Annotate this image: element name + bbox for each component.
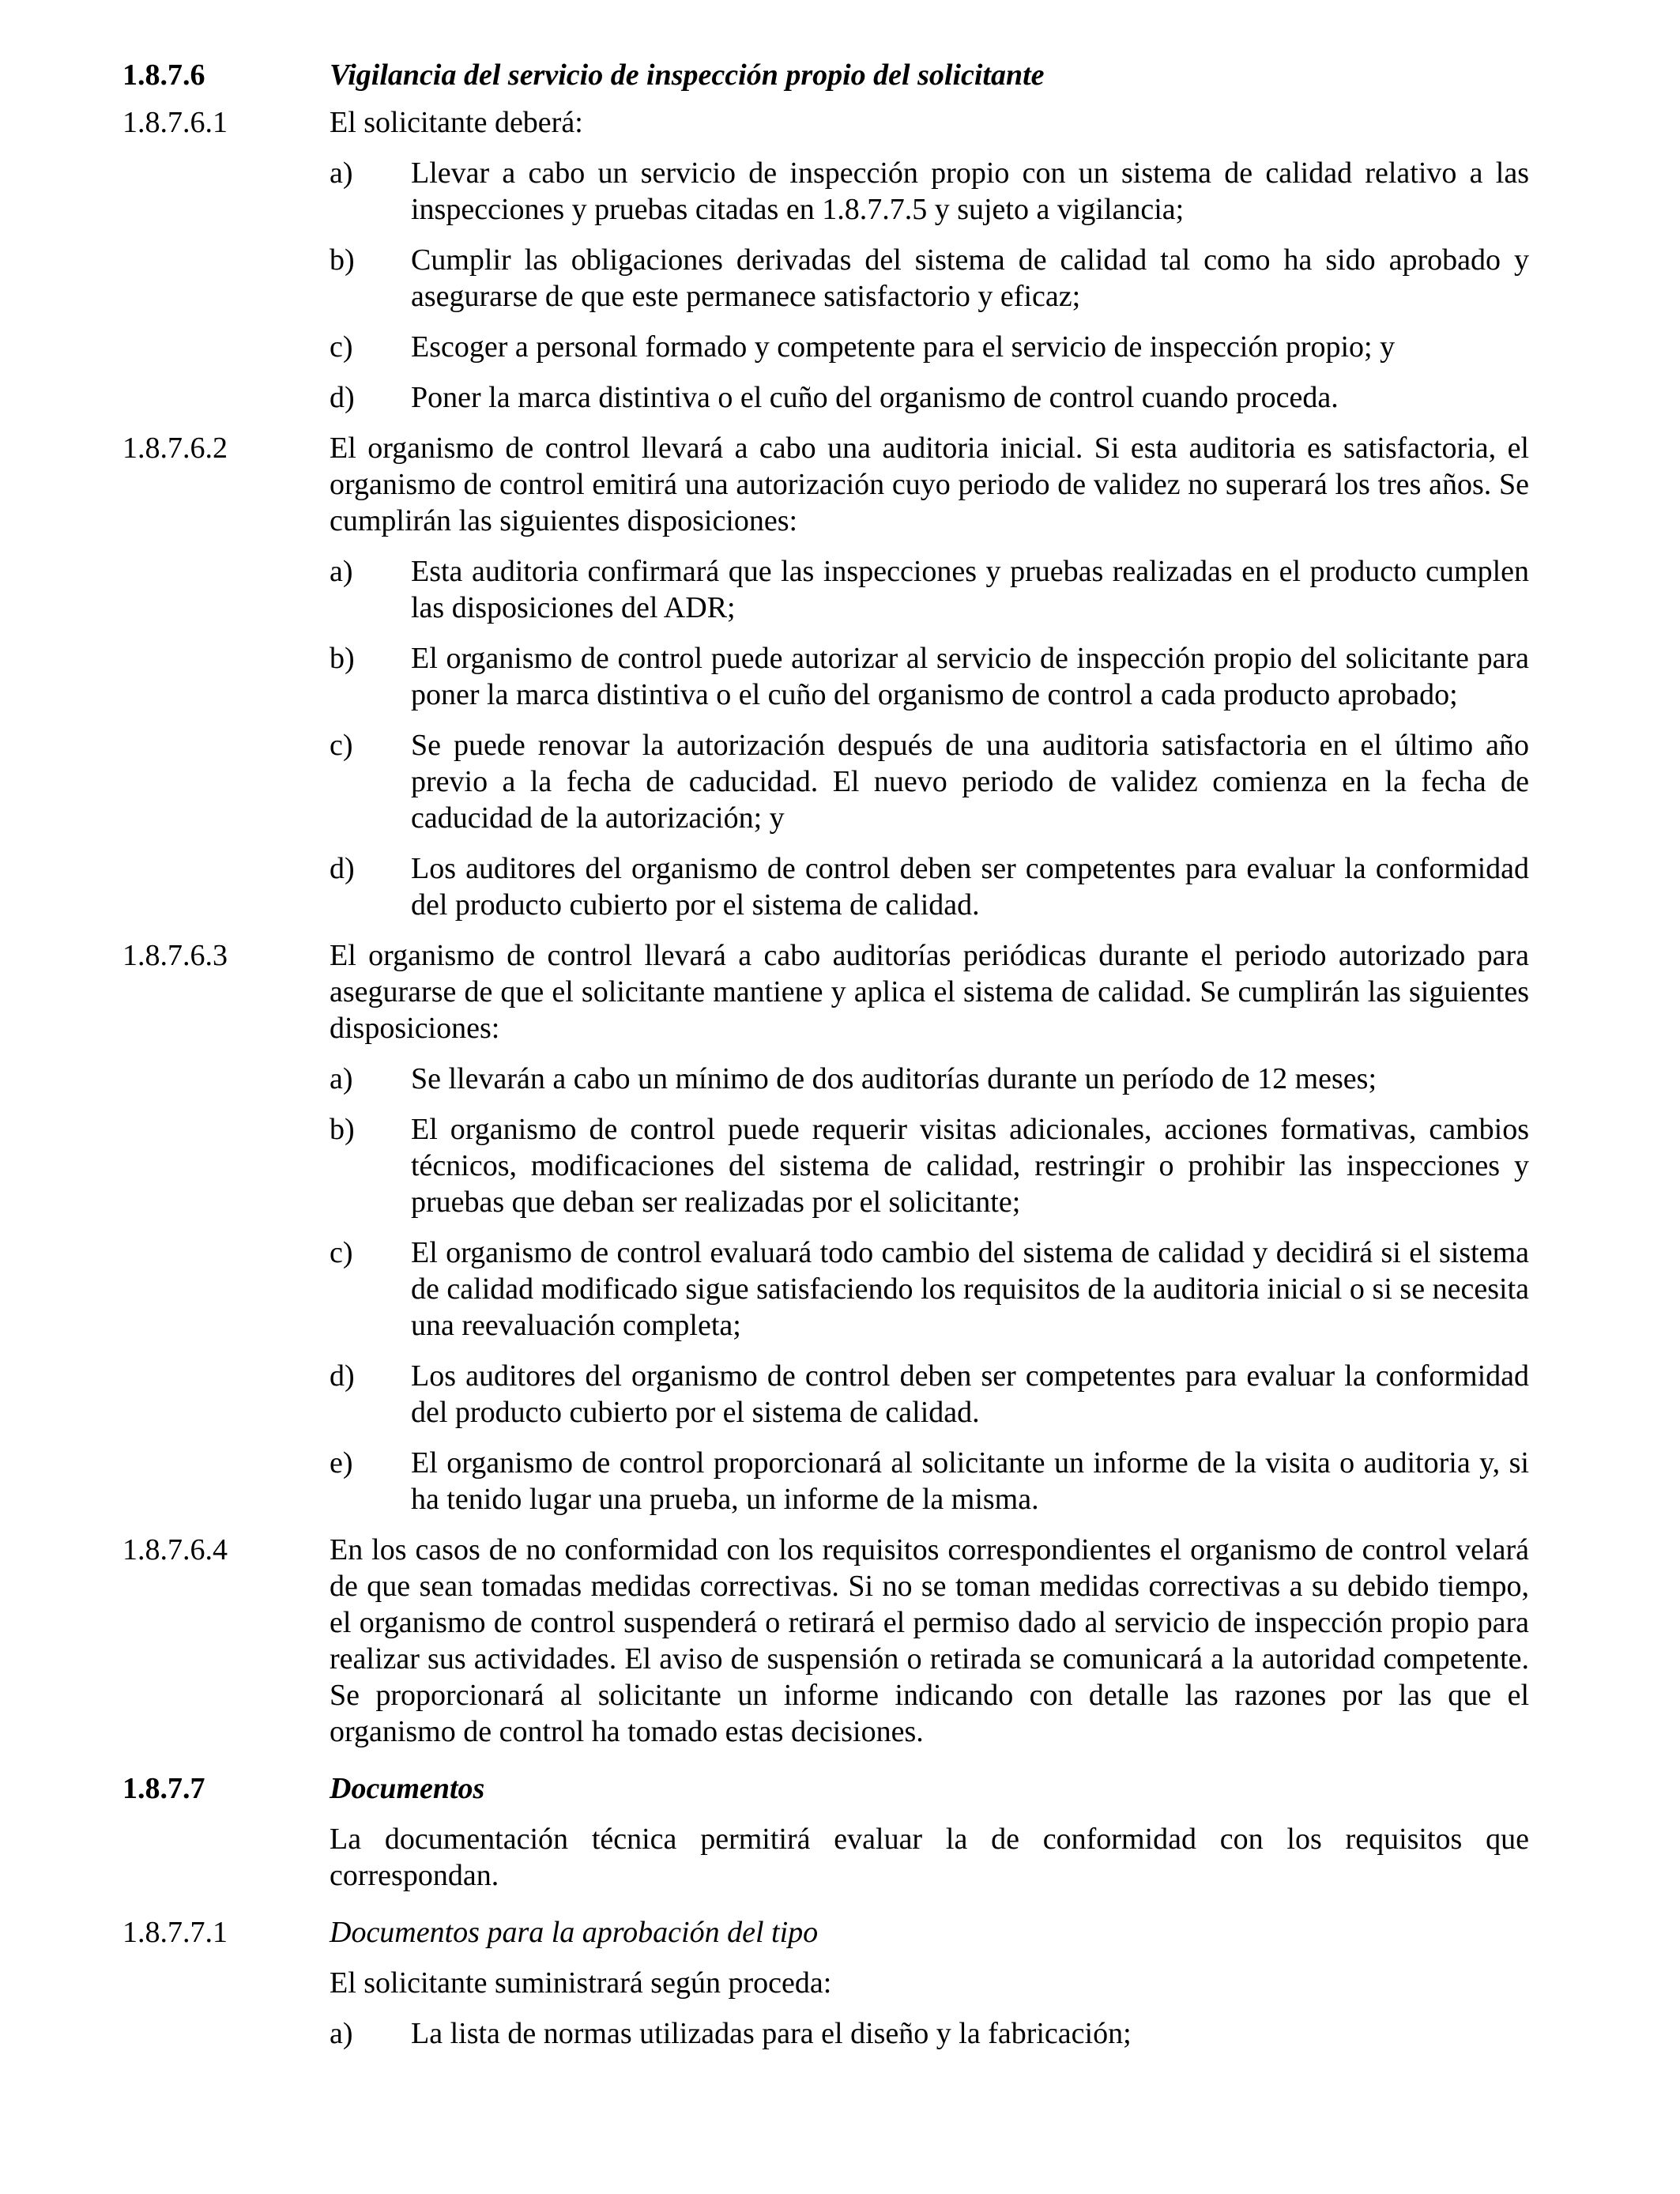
item-text: Escoger a personal formado y competente para el servicio de inspección propio; y <box>411 330 1396 364</box>
clause-text: El organismo de control llevará a cabo una auditoria inicial. Si esta auditoria es satisfactoria, el organismo de control emitirá una autorización cuyo periodo de validez no superará los tres años. Se cumplirán las siguientes disposiciones: <box>330 432 1529 537</box>
item-text: El organismo de control puede requerir visitas adicionales, acciones formativas, cambios técnicos, modificaciones del sistema de calidad, restringir o prohibir las inspecciones y pruebas que deban ser realizadas por el solicitante; <box>411 1113 1529 1219</box>
clause <box>122 1532 1529 1750</box>
item-text: Los auditores del organismo de control deben ser competentes para evaluar la conformidad del producto cubierto por el sistema de calidad. <box>411 1359 1529 1429</box>
list-item <box>330 1235 1529 1344</box>
clause <box>122 937 1529 1517</box>
clause <box>122 1965 1529 2052</box>
clause-text: El solicitante deberá: <box>330 106 583 139</box>
section-title: Documentos <box>330 1772 485 1805</box>
list-item <box>330 1445 1529 1517</box>
item-text: Poner la marca distintiva o el cuño del organismo de control cuando proceda. <box>411 381 1339 414</box>
list-item <box>330 727 1529 836</box>
item-text: Esta auditoria confirmará que las inspecciones y pruebas realizadas en el producto cumplen las disposiciones del ADR; <box>411 555 1529 624</box>
item-label: b) <box>330 1113 355 1146</box>
item-label: b) <box>330 642 355 675</box>
clause-number: 1.8.7.6.3 <box>122 939 228 972</box>
section-title: Vigilancia del servicio de inspección propio del solicitante <box>330 58 1045 92</box>
item-text: Los auditores del organismo de control deben ser competentes para evaluar la conformidad del producto cubierto por el sistema de calidad. <box>411 852 1529 922</box>
item-label: d) <box>330 852 355 885</box>
clause <box>122 1821 1529 1894</box>
item-list <box>330 553 1529 923</box>
clause-text: El solicitante suministrará según proceda: <box>330 1966 832 2000</box>
item-text: Se puede renovar la autorización después de una auditoria satisfactoria en el último año previo a la fecha de caducidad. El nuevo periodo de validez comienza en la fecha de caducidad de la autorización; y <box>411 729 1529 835</box>
section-heading <box>122 1770 1529 1807</box>
item-label: e) <box>330 1446 353 1480</box>
list-item <box>330 1111 1529 1220</box>
item-label: c) <box>330 1236 353 1269</box>
section-number: 1.8.7.7 <box>122 1772 205 1805</box>
section-heading <box>122 57 1529 93</box>
list-item <box>330 242 1529 315</box>
list-item <box>330 1061 1529 1097</box>
clause-number: 1.8.7.6.4 <box>122 1533 228 1566</box>
item-label: c) <box>330 330 353 364</box>
list-item <box>330 850 1529 923</box>
item-label: c) <box>330 729 353 762</box>
list-item <box>330 379 1529 416</box>
clause-number: 1.8.7.7.1 <box>122 1916 228 1949</box>
item-text: Se llevarán a cabo un mínimo de dos auditorías durante un período de 12 meses; <box>411 1062 1377 1095</box>
item-label: a) <box>330 156 353 190</box>
item-label: a) <box>330 2017 353 2050</box>
list-item <box>330 553 1529 626</box>
item-text: Cumplir las obligaciones derivadas del sistema de calidad tal como ha sido aprobado y asegurarse de que este permanece satisfactorio y eficaz; <box>411 243 1529 313</box>
clause <box>122 104 1529 416</box>
document-page <box>122 57 1529 2052</box>
clause-text: El organismo de control llevará a cabo auditorías periódicas durante el periodo autorizado para asegurarse de que el solicitante mantiene y aplica el sistema de calidad. Se cumplirán las siguientes disposiciones: <box>330 939 1529 1045</box>
clause-number: 1.8.7.6.2 <box>122 432 228 465</box>
item-label: d) <box>330 381 355 414</box>
clause-text: En los casos de no conformidad con los requisitos correspondientes el organismo de control velará de que sean tomadas medidas correctivas. Si no se toman medidas correctivas a su debido tiempo, el organismo de control suspenderá o retirará el permiso dado al servicio de inspección propio para realizar sus actividades. El aviso de suspensión o retirada se comunicará a la autoridad competente. Se proporcionará al solicitante un informe indicando con detalle las razones por las que el organismo de control ha tomado estas decisiones. <box>330 1533 1529 1748</box>
list-item <box>330 155 1529 228</box>
subsection-title: Documentos para la aprobación del tipo <box>330 1916 819 1949</box>
item-text: El organismo de control proporcionará al solicitante un informe de la visita o auditoria y, si ha tenido lugar una prueba, un informe de la misma. <box>411 1446 1529 1516</box>
item-label: a) <box>330 555 353 588</box>
clause <box>122 430 1529 923</box>
item-list <box>330 1061 1529 1517</box>
list-item <box>330 1358 1529 1431</box>
list-item <box>330 329 1529 365</box>
item-label: a) <box>330 1062 353 1095</box>
item-label: b) <box>330 243 355 277</box>
list-item <box>330 640 1529 713</box>
item-text: La lista de normas utilizadas para el diseño y la fabricación; <box>411 2017 1132 2050</box>
item-text: Llevar a cabo un servicio de inspección propio con un sistema de calidad relativo a las inspecciones y pruebas citadas en 1.8.7.7.5 y sujeto a vigilancia; <box>411 156 1529 226</box>
subsection-heading <box>122 1914 1529 1951</box>
item-text: El organismo de control puede autorizar al servicio de inspección propio del solicitante para poner la marca distintiva o el cuño del organismo de control a cada producto aprobado; <box>411 642 1529 711</box>
clause-text: La documentación técnica permitirá evaluar la de conformidad con los requisitos que correspondan. <box>330 1823 1529 1892</box>
item-label: d) <box>330 1359 355 1393</box>
item-list <box>330 155 1529 416</box>
item-list <box>330 2015 1529 2052</box>
item-text: El organismo de control evaluará todo cambio del sistema de calidad y decidirá si el sistema de calidad modificado sigue satisfaciendo los requisitos de la auditoria inicial o si se necesita una reevaluación completa; <box>411 1236 1529 1342</box>
clause-number: 1.8.7.6.1 <box>122 106 228 139</box>
list-item <box>330 2015 1529 2052</box>
section-number: 1.8.7.6 <box>122 58 205 92</box>
